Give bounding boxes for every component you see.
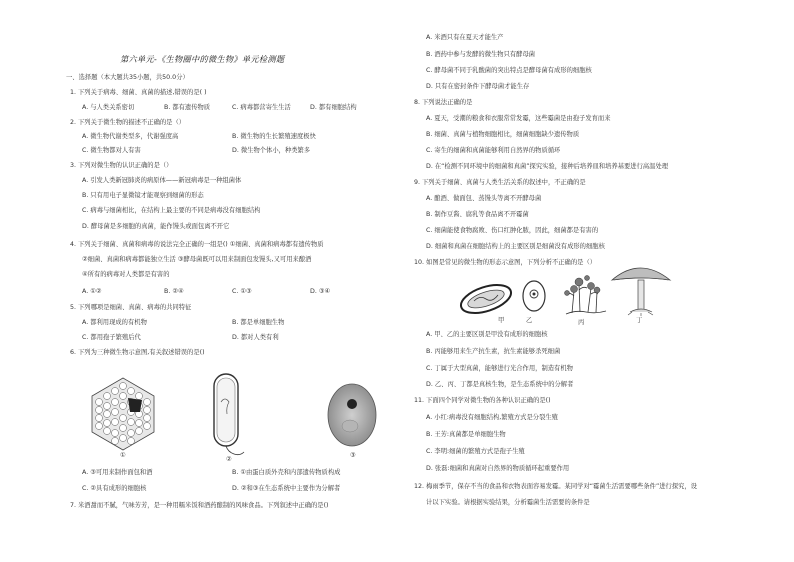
q3-stem: 3. 下列对微生物的认识正确的是（） — [70, 162, 173, 169]
q10-option-a: A. 甲、乙的主要区别是甲没有成形的细胞核 — [426, 331, 548, 338]
q9-option-d: D. 细菌和真菌在细胞结构上的主要区别是细菌没有成形的细胞核 — [426, 243, 605, 250]
yeast-yi-illustration — [520, 278, 548, 314]
q2-option-d: D. 微生物个体小，种类繁多 — [232, 147, 311, 154]
q3-option-a: A. 引发人类新冠肺炎的病原体——新冠病毒是一种组菌体 — [82, 177, 242, 184]
q11-option-c: C. 李明:细菌的繁殖方式是孢子生殖 — [426, 448, 525, 455]
q3-option-c: C. 病毒与细菌相比，在结构上最主要的不同是病毒没有细胞结构 — [82, 207, 261, 214]
q3-option-d: D. 酵母菌是多细胞的真菌，能作馒头或面包离不开它 — [82, 223, 230, 230]
q1-option-b: B. 都有遗传物质 — [164, 104, 211, 111]
yeast-illustration — [324, 380, 380, 450]
q4-stem-line1: 4. 下列关于细菌、真菌和病毒的说法完全正确的一组是() ①细菌、真菌和病毒都有遗传物质 — [70, 241, 324, 248]
q4-option-a: A. ①② — [82, 288, 102, 295]
exam-title: 第六单元-《生物圈中的微生物》单元检测题 — [120, 54, 285, 64]
q10-option-c: C. 丁属于大型真菌，能够进行光合作用，制造有机物 — [426, 365, 573, 372]
bacterium-illustration — [204, 372, 252, 458]
q10-label-jia: 甲 — [498, 317, 505, 324]
q11-stem: 11. 下面四个同学对微生物的各种认识正确的是() — [414, 397, 551, 404]
q6-label-2: ② — [226, 456, 232, 463]
q1-option-d: D. 都有细胞结构 — [310, 104, 357, 111]
section-heading: 一、选择题（本大题共35小题，共50.0分） — [66, 74, 189, 81]
q10-option-b: B. 丙能够用来生产抗生素，抗生素能够杀死细菌 — [426, 348, 561, 355]
q2-option-a: A. 微生物代谢类型多，代谢强度高 — [82, 133, 179, 140]
q5-option-c: C. 都用孢子繁殖后代 — [82, 334, 141, 341]
q4-option-b: B. ②④ — [164, 288, 184, 295]
q8-stem: 8. 下列说法正确的是 — [414, 99, 473, 106]
q2-option-b: B. 微生物的生长繁殖速度极快 — [232, 133, 316, 140]
q3-option-b: B. 只有用电子显微镜才能观察到细菌的形态 — [82, 192, 204, 199]
q10-stem: 10. 如图是常见的微生物的形态示意图，下列分析不正确的是（） — [414, 259, 597, 266]
q10-label-bing: 丙 — [578, 319, 585, 326]
q1-option-a: A. 与人类关系密切 — [82, 104, 135, 111]
q11-option-a: A. 小红:病毒没有细胞结构,繁殖方式是分裂生殖 — [426, 414, 558, 421]
q8-option-d: D. 在“检测不同环境中的细菌和真菌”探究实验，接种后培养皿和培养基要进行高温处理 — [426, 163, 669, 170]
q6-stem: 6. 下列为三种微生物示意图,有关叙述错误的是() — [70, 349, 205, 356]
q4-option-d: D. ③④ — [310, 288, 331, 295]
q9-option-b: B. 制作豆酱、腐乳等食品离不开霉菌 — [426, 211, 529, 218]
virus-illustration — [88, 376, 158, 452]
q5-stem: 5. 下列哪项是细菌、真菌、病毒的共同特征 — [70, 304, 192, 311]
q5-option-a: A. 都利用现成的有机物 — [82, 319, 147, 326]
q7-option-b: B. 酒药中参与发酵的微生物只有酵母菌 — [426, 51, 536, 58]
q12-stem-line2: 计以下实验。请根据实验结果，分析霉菌生活需要的条件是 — [426, 499, 590, 506]
mushroom-ding-illustration — [608, 260, 674, 316]
q9-option-c: C. 细菌能使食物腐败、伤口红肿化脓，因此，细菌都是有害的 — [426, 227, 599, 234]
q10-label-ding: 丁 — [636, 317, 643, 324]
q6-label-1: ① — [120, 452, 126, 459]
q10-label-yi: 乙 — [526, 317, 533, 324]
q6-option-d: D. ②和③在生态系统中主要作为分解者 — [232, 485, 341, 492]
q7-option-c: C. 酵母菌不同于乳酸菌的突出特点是酵母菌有成形的细胞核 — [426, 67, 592, 74]
bacterium-jia-illustration — [456, 282, 516, 316]
q1-option-c: C. 病毒都营寄生生活 — [232, 104, 291, 111]
q6-label-3: ③ — [350, 452, 356, 459]
q7-stem: 7. 米酒甜而不腻，气味芳芳，是一种用糯米饭和酒药酿制的风味食品。下列叙述中正确的是() — [70, 502, 329, 509]
q6-option-b: B. ①由蛋白质外壳和内部遗传物质构成 — [232, 469, 341, 476]
q4-stem-line3: ④所有的病毒对人类都是有害的 — [82, 271, 170, 278]
q12-stem-line1: 12. 梅雨季节，保存不当的食品和衣物表面容易发霉。某同学对“霉菌生活需要哪些条件”进行探究，设 — [414, 483, 698, 490]
q8-option-b: B. 细菌、真菌与植物细胞相比，细菌细胞缺少遗传物质 — [426, 131, 580, 138]
q5-option-d: D. 都对人类有利 — [232, 334, 279, 341]
q11-option-b: B. 王芳:真菌都是单细胞生物 — [426, 431, 506, 438]
q7-option-d: D. 只有在密封条件下酵母菌才能生存 — [426, 83, 530, 90]
q2-stem: 2. 下列关于微生物的描述不正确的是（） — [70, 119, 186, 126]
q2-option-c: C. 微生物都对人有害 — [82, 147, 141, 154]
q6-option-a: A. ③可用来制作面包和酒 — [82, 469, 153, 476]
q9-option-a: A. 酿酒、做面包、蒸馒头等离不开酵母菌 — [426, 195, 542, 202]
q10-option-d: D. 乙、丙、丁都是真核生物，是生态系统中的分解者 — [426, 381, 574, 388]
q5-option-b: B. 都是单细胞生物 — [232, 319, 285, 326]
q11-option-d: D. 张磊:细菌和真菌对自然界的物质循环起重要作用 — [426, 465, 570, 472]
q8-option-c: C. 寄生的细菌和真菌能够利用自然界的物质循环 — [426, 147, 561, 154]
q7-option-a: A. 米酒只有在夏天才能生产 — [426, 34, 504, 41]
mold-bing-illustration — [562, 266, 608, 318]
q1-stem: 1. 下列关于病毒、细菌、真菌的描述,错误的是( ) — [70, 89, 207, 96]
q8-option-a: A. 夏天，受潮的粮食和衣服常常发霉，这些霉菌是由孢子发育而来 — [426, 115, 611, 122]
q9-stem: 9. 下列关于细菌、真菌与人类生活关系的叙述中，不正确的是 — [414, 179, 586, 186]
q6-option-c: C. ②具有成形的细胞核 — [82, 485, 147, 492]
q4-option-c: C. ①③ — [232, 288, 252, 295]
q4-stem-line2: ②细菌、真菌和病毒都能独立生活 ③酵母菌既可以用来制面包发馒头,又可用来酿酒 — [82, 256, 312, 263]
